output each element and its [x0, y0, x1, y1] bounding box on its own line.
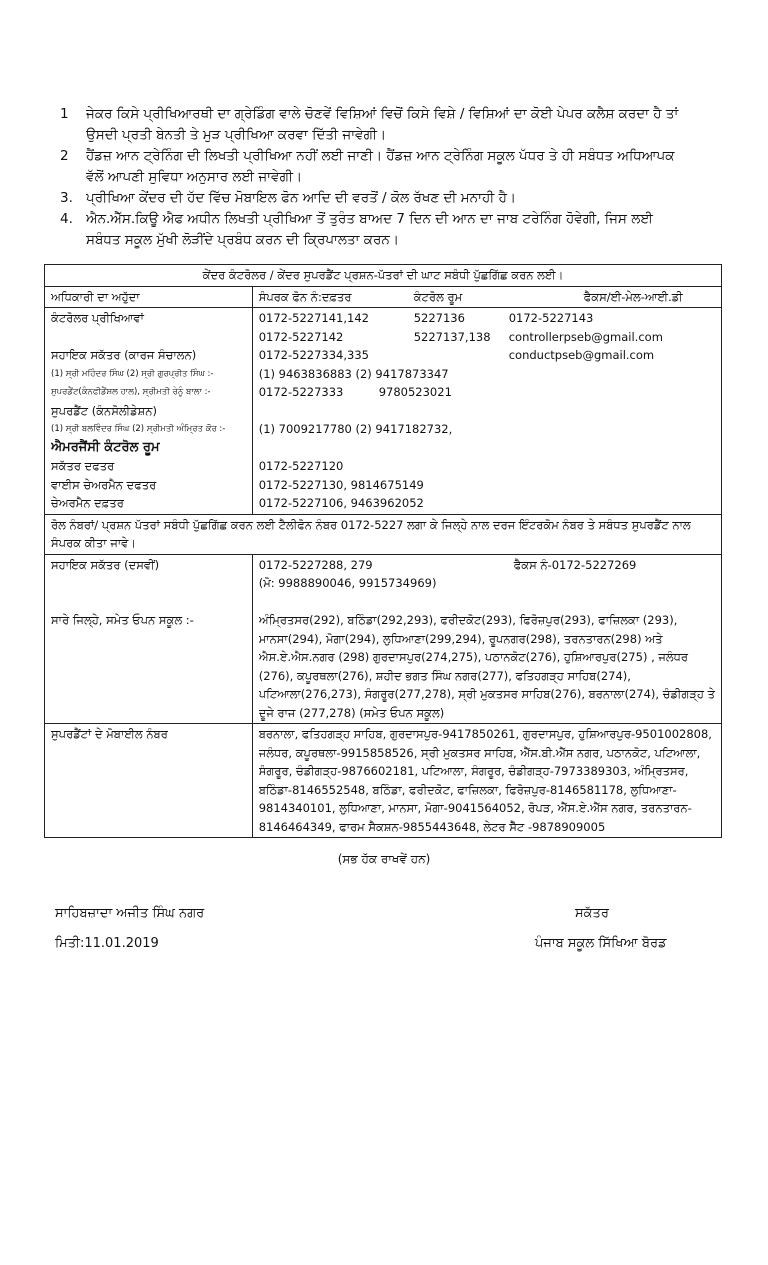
table-title-row [45, 265, 722, 287]
officer-cell: ਕੰਟਰੋਲਰ ਪ੍ਰੀਖਿਆਵਾਂ ਸਹਾਇਕ ਸਕੱਤਰ (ਕਾਰਜ ਸੰਚਾਲਨ) (1) ਸ੍ਰੀ ਮਹਿੰਦਰ ਸਿੰਘ (2) ਸ੍ਰੀ ਗੁਰਪ੍ਰੀਤ ਸਿੰਘ :- ਸੁਪਰਡੈਂਟ(ਕੰਨਫੀਡੈਂਸ਼ਲ ਹਾਲ), ਸ੍ਰੀਮਤੀ ਰੇਨੂੰ ਬਾਲਾ :- ਸੁਪਰਡੈਂਟ (ਕੰਨਸੋਲੀਡੇਸ਼ਨ) (1) ਸ੍ਰੀ ਬਲਵਿੰਦਰ ਸਿੰਘ (2) ਸ੍ਰੀਮਤੀ ਅੰਮ੍ਰਿਤ ਕੌਰ :- ਐਮਰਜੈਂਸੀ ਕੰਟਰੋਲ ਰੂਮ ਸਕੱਤਰ ਦਫਤਰ ਵਾਈਸ ਚੇਅਰਮੈਨ ਦਫਤਰ ਚੇਅਰਮੈਨ ਦਫ਼ਤਰ [45, 308, 253, 515]
instruction-item: 2 ਹੈਂਡਜ਼ ਆਨ ਟ੍ਰੇਨਿੰਗ ਦੀ ਲਿਖਤੀ ਪ੍ਰੀਖਿਆ ਨਹੀਂ ਲਈ ਜਾਣੀ। ਹੈਂਡਜ਼ ਆਨ ਟ੍ਰੇਨਿੰਗ ਸਕੂਲ ਪੱਧਰ ਤੇ ਹੀ ਸਬੰਧਤ ਅਧਿਆਪਕ ਵੱਲੋਂ ਆਪਣੀ ਸੁਵਿਧਾ ਅਨੁਸਾਰ ਲਈ ਜਾਵੇਗੀ। [60, 148, 675, 185]
issuing-place: ਸਾਹਿਬਜ਼ਾਦਾ ਅਜੀਤ ਸਿੰਘ ਨਗਰ [55, 906, 205, 921]
column-header-contacts [252, 286, 721, 308]
column-header-phone: ਸੰਪਰਕ ਫੋਨ ਨੰ:ਦਫ਼ਤਰ [258, 289, 352, 304]
email-link[interactable]: controllerpseb@gmail.com [508, 329, 663, 344]
contact-table [44, 264, 722, 838]
board-name: ਪੰਜਾਬ ਸਕੂਲ ਸਿੱਖਿਆ ਬੋਰਡ [535, 936, 667, 951]
roll-number-note: ਰੋਲ ਨੰਬਰਾਂ/ ਪ੍ਰਸ਼ਨ ਪੱਤਰਾਂ ਸਬੰਧੀ ਪੁੱਛਗਿੱਛ ਕਰਨ ਲਈ ਟੈਲੀਫੋਨ ਨੰਬਰ 0172-5227 ਲਗਾ ਕੇ ਜਿਲ੍ਹੇ ਨਾਲ ਦਰਜ ਇੰਟਰਕੋਮ ਨੰਬਰ ਤੇ ਸਬੰਧਤ ਸੁਪਰਡੈਂਟ ਨਾਲ ਸੰਪਰਕ ਕੀਤਾ ਜਾਵੇ। [45, 514, 722, 554]
instruction-number: 1 [60, 106, 69, 122]
column-header-officer: ਅਧਿਕਾਰੀ ਦਾ ਅਹੁੱਦਾ [45, 286, 253, 308]
contact-cell: 0172-5227288, 279 ਫੈਕਸ ਨੰ-0172-5227269 (ਮੋ: 9988890046, 9915734969) ਅੰਮ੍ਰਿਤਸਰ(292), ਬਠਿੰਡਾ(292,293), ਫਰੀਦਕੋਟ(293), ਫਿਰੋਜ਼ਪੁਰ(293), ਫਾਜ਼ਿਲਕਾ (293), ਮਾਨਸਾ(294), ਮੋਗਾ(294), ਲੁਧਿਆਣਾ(299,294), ਰੂਪਨਗਰ(298), ਤਰਨਤਾਰਨ(298) ਅਤੇ ਐਸ.ਏ.ਐਸ.ਨਗਰ (298) ਗੁਰਦਾਸਪੁਰ(274,275), ਪਠਾਨਕੋਟ(276), ਹੁਸ਼ਿਆਰਪੁਰ(275) , ਜਲੰਧਰ (276), ਕਪੂਰਥਲਾ(276), ਸ਼ਹੀਦ ਭਗਤ ਸਿੰਘ ਨਗਰ(277), ਫਤਿਹਗੜ੍ਹ ਸਾਹਿਬ(274), ਪਟਿਆਲਾ(276,273), ਸੰਗਰੂਰ(277,278), ਸ੍ਰੀ ਮੁਕਤਸਰ ਸਾਹਿਬ(276), ਬਰਨਾਲਾ(274), ਚੰਡੀਗੜ੍ਹ ਤੇ ਦੂਜੇ ਰਾਜ (277,278) (ਸਮੇਤ ਓਪਨ ਸਕੂਲ) [252, 554, 721, 724]
table-row [45, 514, 722, 554]
secretary-signature-title: ਸਕੱਤਰ [575, 906, 609, 921]
table-row [45, 554, 722, 724]
table-title: ਕੇਂਦਰ ਕੰਟਰੋਲਰ / ਕੇਂਦਰ ਸੁਪਰਡੈਂਟ ਪ੍ਰਸ਼ਨ-ਪੱਤਰਾਂ ਦੀ ਘਾਟ ਸਬੰਧੀ ਪੁੱਛਗਿੱਛ ਕਰਨ ਲਈ। [45, 265, 722, 287]
table-row [45, 308, 722, 515]
column-header-fax-email: ਫੈਕਸ/ਈ-ਮੇਲ-ਆਈ.ਡੀ [583, 289, 683, 304]
emergency-control-room-heading: ਐਮਰਜੈਂਸੀ ਕੰਟਰੋਲ ਰੂਮ [51, 439, 160, 455]
officer-cell: ਸਹਾਇਕ ਸਕੱਤਰ (ਦਸਵੀਂ) ਸਾਰੇ ਜਿਲ੍ਹੇ, ਸਮੇਤ ਓਪਨ ਸਕੂਲ :- [45, 554, 253, 724]
all-rights-reserved: (ਸਭ ਹੱਕ ਰਾਖਵੇਂ ਹਨ) [337, 852, 431, 866]
email-link[interactable]: conductpseb@gmail.com [508, 348, 655, 362]
instruction-number: 3. [60, 190, 73, 206]
table-header-row [45, 286, 722, 308]
contact-cell: ਬਰਨਾਲਾ, ਫਤਿਹਗੜ੍ਹ ਸਾਹਿਬ, ਗੁਰਦਾਸਪੁਰ-9417850261, ਗੁਰਦਾਸਪੁਰ, ਹੁਸ਼ਿਆਰਪੁਰ-9501002808, ਜਲੰਧਰ, ਕਪੂਰਥਲਾ-9915858526, ਸ੍ਰੀ ਮੁਕਤਸਰ ਸਾਹਿਬ, ਐੱਸ.ਬੀ.ਐੱਸ ਨਗਰ, ਪਠਾਨਕੋਟ, ਪਟਿਆਲਾ, ਸੰਗਰੂਰ, ਚੰਡੀਗੜ੍ਹ-9876602181, ਪਟਿਆਲਾ, ਸੰਗਰੂਰ, ਚੰਡੀਗੜ੍ਹ-7973389303, ਅੰਮ੍ਰਿਤਸਰ, ਬਠਿੰਡਾ-8146552548, ਬਠਿੰਡਾ, ਫਰੀਦਕੋਟ, ਫਾਜ਼ਿਲਕਾ, ਫਿਰੋਜ਼ਪੁਰ-8146581178, ਲੁਧਿਆਣਾ- 9814340101, ਲੁਧਿਆਣਾ, ਮਾਨਸਾ, ਮੋਗਾ-9041564052, ਰੋਪੜ, ਐੱਸ.ਏ.ਐੱਸ ਨਗਰ, ਤਰਨਤਾਰਨ- 8146464349, ਫਾਰਮ ਸੈਕਸ਼ਨ-9855443648, ਲੇਟਰ ਸੈੱਟ -9878909005 [252, 724, 721, 838]
instruction-item: 1 ਜੇਕਰ ਕਿਸੇ ਪ੍ਰੀਖਿਆਰਥੀ ਦਾ ਗ੍ਰੇਡਿੰਗ ਵਾਲੇ ਚੋਣਵੇਂ ਵਿਸ਼ਿਆਂ ਵਿਚੋਂ ਕਿਸੇ ਵਿਸ਼ੇ / ਵਿਸ਼ਿਆਂ ਦਾ ਕੋਈ ਪੇਪਰ ਕਲੈਸ਼ ਕਰਦਾ ਹੈ ਤਾਂ ਉਸਦੀ ਪ੍ਰਤੀ ਬੇਨਤੀ ਤੇ ਮੁੜ ਪ੍ਰੀਖਿਆ ਕਰਵਾ ਦਿੱਤੀ ਜਾਵੇਗੀ। [60, 106, 679, 143]
instruction-item: 3. ਪ੍ਰੀਖਿਆ ਕੇਂਦਰ ਦੀ ਹੱਦ ਵਿੱਚ ਮੋਬਾਇਲ ਫੋਨ ਆਦਿ ਦੀ ਵਰਤੋਂ / ਕੋਲ ਰੱਖਣ ਦੀ ਮਨਾਹੀ ਹੈ। [60, 188, 725, 209]
contact-cell: 0172-5227141,142 5227136 0172-5227143 0172-5227142 5227137,138 controllerpseb@gmail.com 0172-5227334,335 conductpseb@gmail.com (1) 9463836883 (2) 9417873347 0172-5227333 9780523021 (1) 7009217780 (2) 9417182732, 0172-5227120 0172-5227130, 9814675149 0172-5227106, 9463962052 [252, 308, 721, 515]
issue-date: ਮਿਤੀ:11.01.2019 [55, 936, 159, 951]
instruction-number: 2 [60, 148, 69, 164]
column-header-control-room: ਕੰਟਰੋਲ ਰੂਮ [413, 289, 463, 304]
instruction-item: 4. ਐਨ.ਐੱਸ.ਕਿਊ ਐਫ ਅਧੀਨ ਲਿਖਤੀ ਪ੍ਰੀਖਿਆ ਤੋਂ ਤੁਰੰਤ ਬਾਅਦ 7 ਦਿਨ ਦੀ ਆਨ ਦਾ ਜਾਬ ਟਰੇਨਿੰਗ ਹੋਵੇਗੀ, ਜਿਸ ਲਈ ਸਬੰਧਤ ਸਕੂਲ ਮੁੱਖੀ ਲੋੜੀਂਦੇ ਪ੍ਰਬੰਧ ਕਰਨ ਦੀ ਕ੍ਰਿਪਾਲਤਾ ਕਰਨ। [60, 211, 653, 248]
officer-cell: ਸੁਪਰਡੈਂਟਾਂ ਦੇ ਮੋਬਾਈਲ ਨੰਬਰ [45, 724, 253, 838]
instructions-list [60, 104, 725, 251]
table-row [45, 724, 722, 838]
instruction-number: 4. [60, 211, 73, 227]
